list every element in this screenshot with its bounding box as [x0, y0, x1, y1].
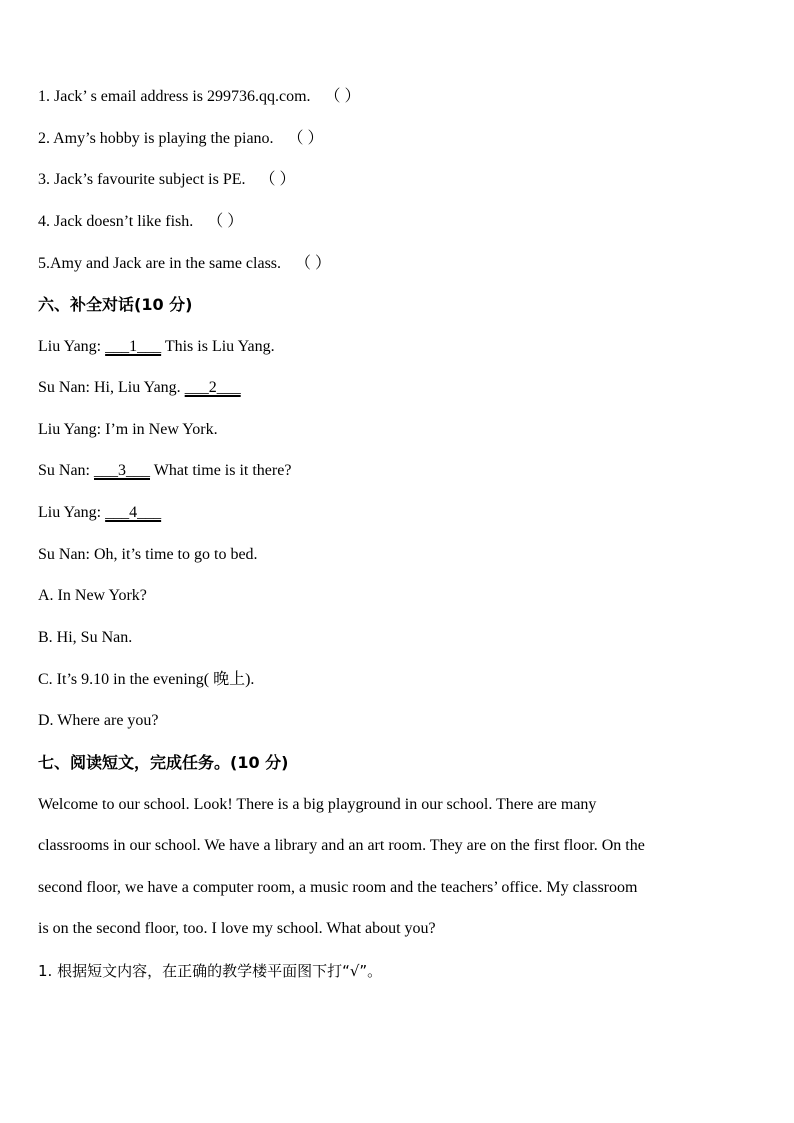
- dialogue-line-6: [38, 545, 258, 565]
- dialogue-speaker-text: Liu Yang: I’m in New York.: [38, 421, 218, 438]
- task-1-instruction: 1. 根据短文内容，在正确的教学楼平面图下打“√”。: [38, 962, 383, 980]
- judge-item-1: [38, 87, 361, 107]
- section-6-heading: 六、补全对话(10 分): [38, 295, 193, 314]
- passage-line-4: is on the second floor, too. I love my school. What about you?: [38, 920, 436, 937]
- judge-item-4: [38, 212, 243, 232]
- dialogue-after-text: This is Liu Yang.: [161, 338, 275, 355]
- judge-item-text: 3. Jack’s favourite subject is PE.: [38, 171, 246, 188]
- answer-blank-1[interactable]: ___1___: [105, 338, 162, 355]
- judge-item-3: [38, 170, 296, 190]
- dialogue-speaker-text: Liu Yang:: [38, 338, 106, 355]
- answer-parentheses[interactable]: （ ）: [324, 88, 361, 105]
- answer-parentheses[interactable]: （ ）: [259, 171, 296, 188]
- section-7-heading: 七、阅读短文，完成任务。(10 分): [38, 753, 289, 772]
- answer-blank-3[interactable]: ___3___: [94, 462, 150, 479]
- judge-item-2: [38, 129, 324, 149]
- dialogue-line-3: [38, 420, 218, 440]
- passage-line-3: second floor, we have a computer room, a music room and the teachers’ office. My classroom: [38, 879, 638, 896]
- judge-item-text: 5.Amy and Jack are in the same class.: [38, 255, 282, 272]
- dialogue-speaker-text: Su Nan: Hi, Liu Yang.: [38, 379, 185, 396]
- answer-parentheses[interactable]: （ ）: [207, 213, 244, 230]
- dialogue-speaker-text: Liu Yang:: [38, 504, 106, 521]
- option-b: B. Hi, Su Nan.: [38, 629, 133, 646]
- judge-item-text: 2. Amy’s hobby is playing the piano.: [38, 130, 274, 147]
- answer-parentheses[interactable]: （ ）: [287, 130, 324, 147]
- answer-parentheses[interactable]: （ ）: [295, 255, 332, 272]
- dialogue-after-text: What time is it there?: [150, 462, 292, 479]
- answer-blank-2[interactable]: ___2___: [184, 379, 241, 396]
- dialogue-speaker-text: Su Nan:: [38, 462, 94, 479]
- dialogue-line-5: [38, 503, 161, 523]
- dialogue-line-2: [38, 378, 241, 398]
- dialogue-line-1: [38, 337, 275, 357]
- judge-item-text: 1. Jack’ s email address is 299736.qq.com.: [38, 88, 311, 105]
- passage-line-1: Welcome to our school. Look! There is a big playground in our school. There are many: [38, 796, 597, 813]
- judge-item-5: [38, 254, 331, 274]
- option-c: C. It’s 9.10 in the evening( 晚上).: [38, 671, 255, 688]
- passage-line-2: classrooms in our school. We have a library and an art room. They are on the first floor. On the: [38, 837, 645, 854]
- judge-item-text: 4. Jack doesn’t like fish.: [38, 213, 194, 230]
- dialogue-speaker-text: Su Nan: Oh, it’s time to go to bed.: [38, 546, 258, 563]
- option-d: D. Where are you?: [38, 712, 159, 729]
- answer-blank-4[interactable]: ___4___: [105, 504, 162, 521]
- option-a: A. In New York?: [38, 587, 147, 604]
- dialogue-line-4: [38, 461, 291, 481]
